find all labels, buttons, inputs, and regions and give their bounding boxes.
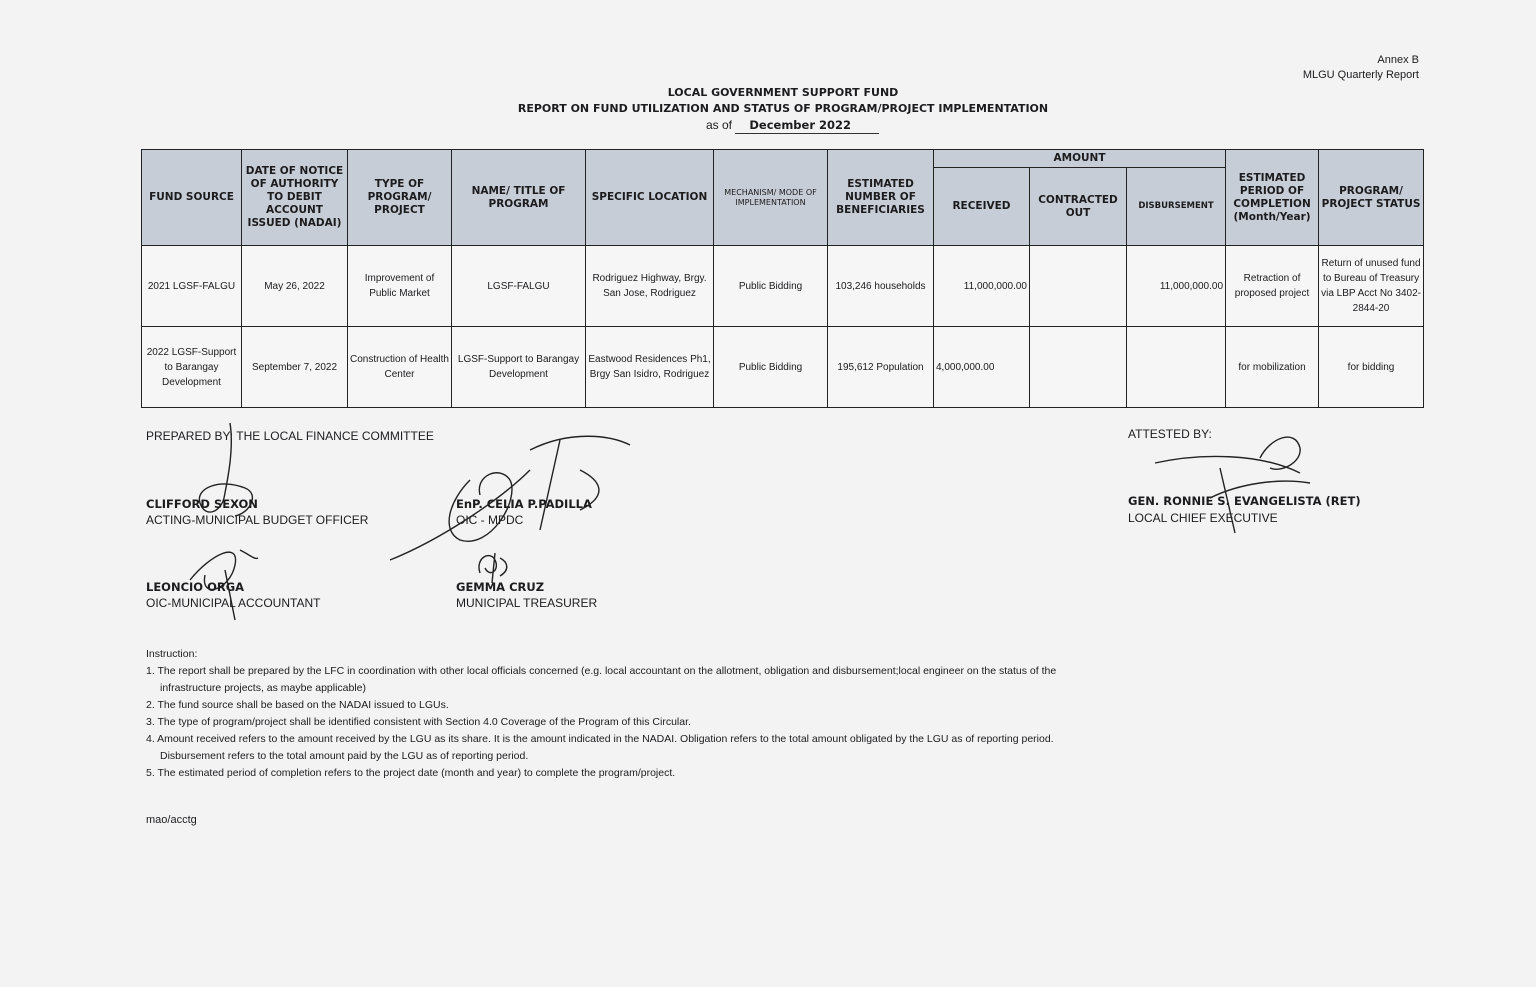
header-status: PROGRAM/ PROJECT STATUS — [1319, 150, 1424, 246]
as-of-line — [706, 118, 879, 134]
cell-fund-source: 2022 LGSF-Support to Barangay Development — [142, 327, 242, 408]
instructions — [146, 646, 1246, 782]
instruction-item: 1. The report shall be prepared by the LFC in coordination with other local officials concerned (e.g. local accountant on the allotment, obligation and disbursement;local engineer on the status of the — [146, 665, 1057, 677]
header-completion: ESTIMATED PERIOD OF COMPLETION (Month/Year) — [1226, 150, 1319, 246]
cell-name: LGSF-FALGU — [452, 246, 586, 327]
signature-evangelista — [1150, 428, 1320, 538]
cell-name: LGSF-Support to Barangay Development — [452, 327, 586, 408]
cell-date: September 7, 2022 — [242, 327, 348, 408]
header-amount: AMOUNT — [934, 150, 1226, 168]
cell-status: for bidding — [1319, 327, 1424, 408]
signatory-role-clifford: ACTING-MUNICIPAL BUDGET OFFICER — [146, 513, 369, 527]
signature-orga — [180, 530, 270, 625]
header-date-notice: DATE OF NOTICE OF AUTHORITY TO DEBIT ACCOUNT ISSUED (NADAI) — [242, 150, 348, 246]
cell-completion: for mobilization — [1226, 327, 1319, 408]
header-beneficiaries: ESTIMATED NUMBER OF BENEFICIARIES — [828, 150, 934, 246]
cell-disbursement: 11,000,000.00 — [1127, 246, 1226, 327]
instruction-item: infrastructure projects, as maybe applicable) — [160, 682, 367, 694]
header-mechanism: MECHANISM/ MODE OF IMPLEMENTATION — [714, 150, 828, 246]
cell-beneficiaries: 103,246 households — [828, 246, 934, 327]
cell-status: Return of unused fund to Bureau of Treasury via LBP Acct No 3402-2844-20 — [1319, 246, 1424, 327]
signatory-name-padilla: EnP. CELIA P.PADILLA — [456, 497, 592, 511]
instruction-item: 3. The type of program/project shall be identified consistent with Section 4.0 Coverage of the Program of this Circular. — [146, 716, 691, 728]
cell-mechanism: Public Bidding — [714, 327, 828, 408]
header-name: NAME/ TITLE OF PROGRAM — [452, 150, 586, 246]
as-of-label: as of — [706, 118, 733, 132]
signature-clifford — [190, 418, 270, 528]
cell-contracted — [1030, 327, 1127, 408]
prepared-by-label: PREPARED BY: THE LOCAL FINANCE COMMITTEE — [146, 429, 434, 443]
cell-mechanism: Public Bidding — [714, 246, 828, 327]
attested-by-label: ATTESTED BY: — [1128, 427, 1212, 441]
instructions-title: Instruction: — [146, 648, 198, 660]
signatory-name-cruz: GEMMA CRUZ — [456, 580, 545, 594]
report-subtitle: REPORT ON FUND UTILIZATION AND STATUS OF PROGRAM/PROJECT IMPLEMENTATION — [517, 102, 1049, 115]
signatory-name-evangelista: GEN. RONNIE S. EVANGELISTA (RET) — [1128, 494, 1361, 508]
cell-location: Rodriguez Highway, Brgy. San Jose, Rodriguez — [586, 246, 714, 327]
cell-received: 4,000,000.00 — [934, 327, 1030, 408]
cell-type: Construction of Health Center — [348, 327, 452, 408]
annex-b: Annex B — [1377, 54, 1419, 66]
header-type: TYPE OF PROGRAM/ PROJECT — [348, 150, 452, 246]
table-row — [142, 327, 1424, 408]
cell-received: 11,000,000.00 — [934, 246, 1030, 327]
cell-contracted — [1030, 246, 1127, 327]
signatory-name-orga: LEONCIO ORGA — [146, 580, 245, 594]
cell-disbursement — [1127, 327, 1226, 408]
signatory-role-cruz: MUNICIPAL TREASURER — [456, 596, 598, 610]
header-received: RECEIVED — [934, 168, 1030, 246]
header-fund-source: FUND SOURCE — [142, 150, 242, 246]
fund-utilization-table — [141, 149, 1424, 408]
signatory-name-clifford: CLIFFORD SEXON — [146, 497, 258, 511]
signatory-role-padilla: OIC - MPDC — [456, 513, 524, 527]
instruction-item: 4. Amount received refers to the amount received by the LGU as its share. It is the amount indicated in the NADAI. Obligation refers to the total amount obligated by the LGU as of reporting period. — [146, 733, 1054, 745]
annex-label — [1303, 53, 1419, 83]
instruction-item: 5. The estimated period of completion refers to the project date (month and year) to complete the program/project. — [146, 767, 676, 779]
cell-type: Improvement of Public Market — [348, 246, 452, 327]
report-type: MLGU Quarterly Report — [1302, 69, 1419, 81]
instruction-item: Disbursement refers to the total amount paid by the LGU as of reporting period. — [160, 750, 529, 762]
header-disbursement: DISBURSEMENT — [1127, 168, 1226, 246]
signature-cruz — [470, 548, 520, 588]
instruction-item: 2. The fund source shall be based on the NADAI issued to LGUs. — [146, 699, 449, 711]
cell-date: May 26, 2022 — [242, 246, 348, 327]
header-location: SPECIFIC LOCATION — [586, 150, 714, 246]
cell-fund-source: 2021 LGSF-FALGU — [142, 246, 242, 327]
header-contracted: CONTRACTED OUT — [1030, 168, 1127, 246]
signatory-role-orga: OIC-MUNICIPAL ACCOUNTANT — [146, 596, 321, 610]
signatory-role-evangelista: LOCAL CHIEF EXECUTIVE — [1128, 511, 1278, 525]
as-of-date: December 2022 — [735, 118, 879, 134]
report-title: LOCAL GOVERNMENT SUPPORT FUND — [667, 86, 899, 99]
footer-reference: mao/acctg — [146, 814, 197, 826]
cell-beneficiaries: 195,612 Population — [828, 327, 934, 408]
cell-completion: Retraction of proposed project — [1226, 246, 1319, 327]
cell-location: Eastwood Residences Ph1, Brgy San Isidro, Rodriguez — [586, 327, 714, 408]
table-row — [142, 246, 1424, 327]
